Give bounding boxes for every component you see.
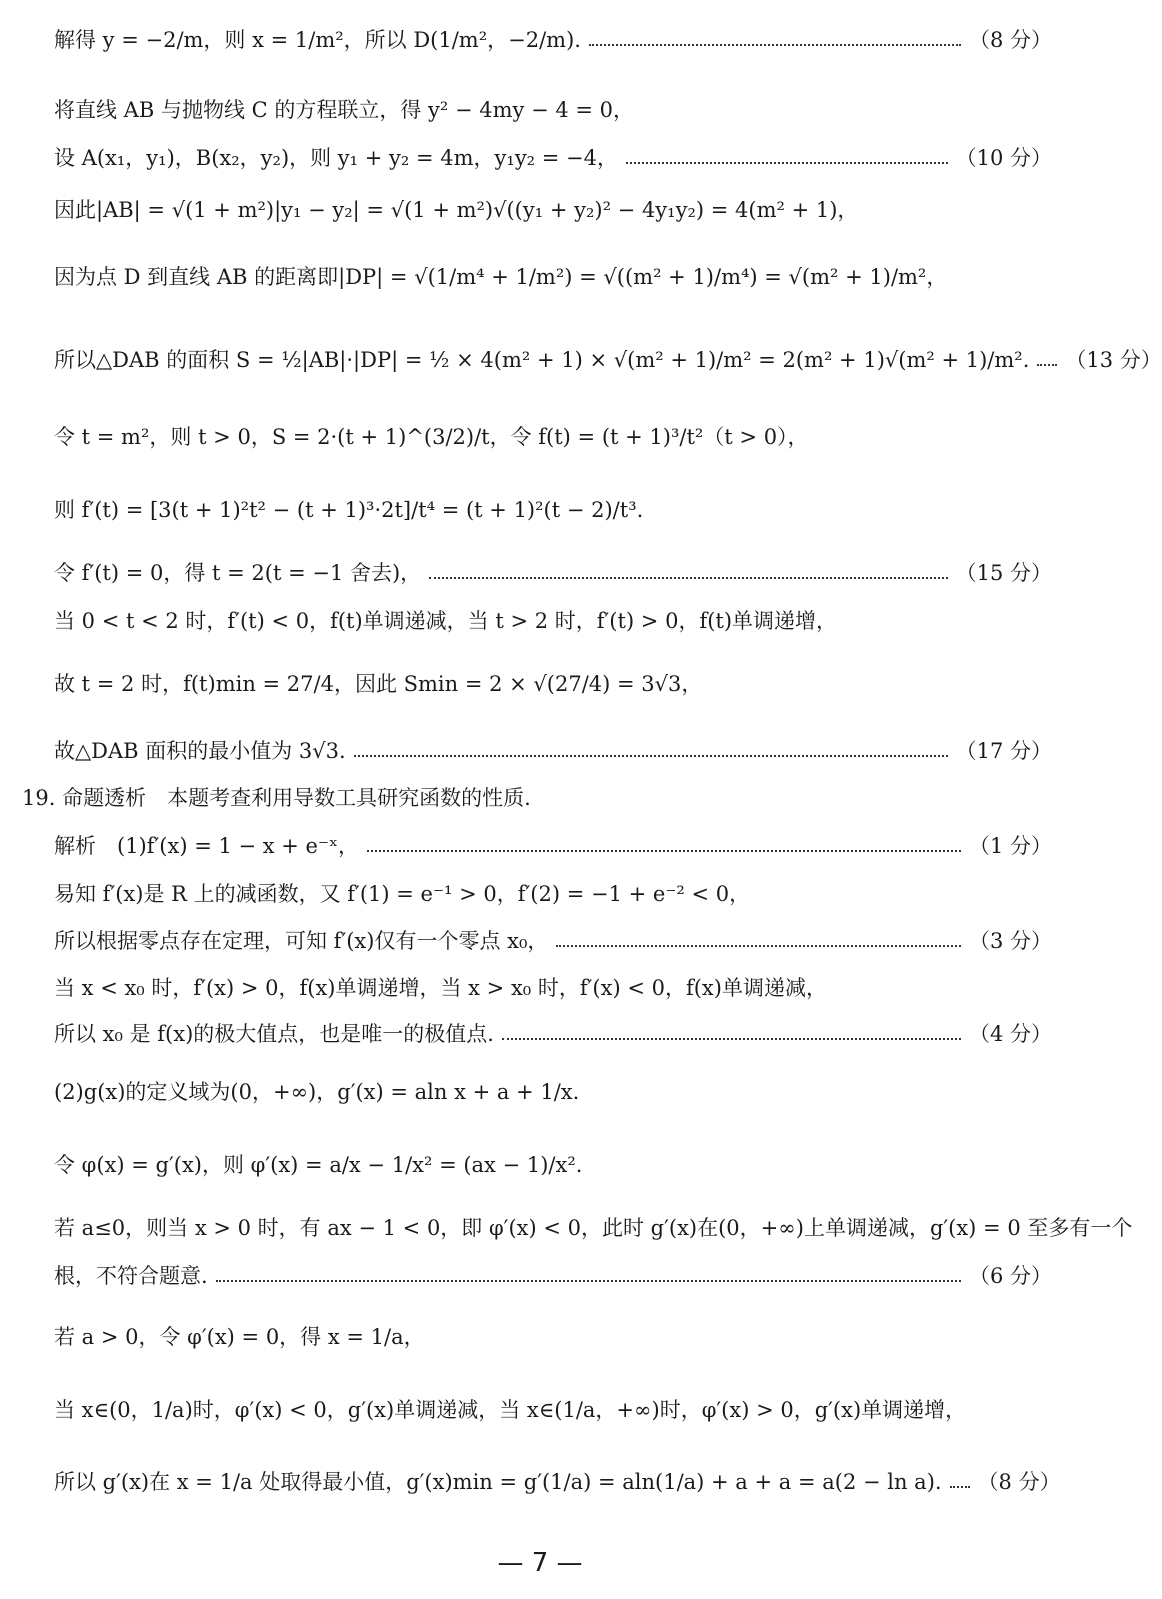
- score-label: （4 分）: [968, 1022, 1052, 1046]
- score-label: （13 分）: [1065, 348, 1162, 372]
- line-14: [54, 834, 1052, 859]
- line-text: 故△DAB 面积的最小值为 3√3.: [54, 739, 346, 763]
- line-text: 令 t = m²，则 t > 0，S = 2·(t + 1)^(3/2)/t，令 f(t) = (t + 1)³/t²（t > 0），: [54, 425, 809, 449]
- score-label: （6 分）: [968, 1264, 1052, 1288]
- line-15: [54, 882, 1052, 907]
- line-24: [54, 1398, 1052, 1423]
- line-text: 故 t = 2 时，f(t)min = 27/4，因此 Smin = 2 × √(27/4) = 3√3，: [54, 672, 703, 696]
- dot-leader: [589, 44, 961, 46]
- score-label: （8 分）: [977, 1470, 1061, 1494]
- line-text: 易知 f′(x)是 R 上的减函数，又 f′(1) = e⁻¹ > 0，f′(2) = −1 + e⁻² < 0，: [54, 882, 751, 906]
- line-text: 若 a≤0，则当 x > 0 时，有 ax − 1 < 0，即 φ′(x) < 0，此时 g′(x)在(0，+∞)上单调递减，g′(x) = 0 至多有一个: [54, 1216, 1133, 1240]
- dot-leader: [950, 1486, 970, 1488]
- dot-leader: [367, 850, 961, 852]
- page-number: — 7 —: [497, 1548, 583, 1578]
- line-22: [54, 1264, 1052, 1289]
- line-text: 所以根据零点存在定理，可知 f′(x)仅有一个零点 x₀，: [54, 929, 549, 953]
- line-text: 解得 y = −2/m，则 x = 1/m²，所以 D(1/m²，−2/m).: [54, 28, 581, 52]
- line-text: 设 A(x₁，y₁)，B(x₂，y₂)，则 y₁ + y₂ = 4m，y₁y₂ = −4，: [54, 146, 619, 170]
- dot-leader: [429, 577, 947, 579]
- line-text: 根，不符合题意.: [54, 1264, 208, 1288]
- line-text: 因为点 D 到直线 AB 的距离即|DP| = √(1/m⁴ + 1/m²) = √((m² + 1)/m⁴) = √(m² + 1)/m²，: [54, 265, 948, 289]
- line-10: [54, 609, 1052, 634]
- line-7: [54, 425, 1052, 450]
- line-text: 当 0 < t < 2 时，f′(t) < 0，f(t)单调递减，当 t > 2 时，f′(t) > 0，f(t)单调递增，: [54, 609, 838, 633]
- line-text: 所以 g′(x)在 x = 1/a 处取得最小值，g′(x)min = g′(1/a) = aln(1/a) + a + a = a(2 − ln a).: [54, 1470, 942, 1494]
- question-19-heading: [22, 786, 1052, 811]
- line-4: [54, 198, 1052, 223]
- line-2: [54, 98, 1052, 123]
- line-21: [54, 1216, 1133, 1241]
- line-11: [54, 672, 1052, 697]
- line-text: 则 f′(t) = [3(t + 1)²t² − (t + 1)³·2t]/t⁴ = (t + 1)²(t − 2)/t³.: [54, 498, 644, 522]
- score-label: （8 分）: [968, 28, 1052, 52]
- dot-leader: [216, 1280, 961, 1282]
- line-17: [54, 976, 1052, 1001]
- line-text: 令 φ(x) = g′(x)，则 φ′(x) = a/x − 1/x² = (ax − 1)/x².: [54, 1153, 583, 1177]
- dot-leader: [1037, 364, 1057, 366]
- line-18: [54, 1022, 1052, 1047]
- line-text: 将直线 AB 与抛物线 C 的方程联立，得 y² − 4my − 4 = 0，: [54, 98, 635, 122]
- line-text: 令 f′(t) = 0，得 t = 2(t = −1 舍去)，: [54, 561, 422, 585]
- line-text: 因此|AB| = √(1 + m²)|y₁ − y₂| = √(1 + m²)√((y₁ + y₂)² − 4y₁y₂) = 4(m² + 1)，: [54, 198, 859, 222]
- dot-leader: [626, 162, 948, 164]
- line-9: [54, 561, 1052, 586]
- line-20: [54, 1153, 1052, 1178]
- line-text: 当 x < x₀ 时，f′(x) > 0，f(x)单调递增，当 x > x₀ 时，f′(x) < 0，f(x)单调递减，: [54, 976, 827, 1000]
- score-label: （10 分）: [955, 146, 1052, 170]
- score-label: （1 分）: [968, 834, 1052, 858]
- score-label: （15 分）: [955, 561, 1052, 585]
- line-text: 所以 x₀ 是 f(x)的极大值点，也是唯一的极值点.: [54, 1022, 494, 1046]
- dot-leader: [502, 1038, 961, 1040]
- line-16: [54, 929, 1052, 954]
- line-3: [54, 146, 1052, 171]
- line-text: 解析 (1)f′(x) = 1 − x + e⁻ˣ，: [54, 834, 359, 858]
- line-6: [54, 348, 1162, 373]
- line-12: [54, 739, 1052, 764]
- line-23: [54, 1325, 1052, 1350]
- line-19: [54, 1080, 1052, 1105]
- line-text: 所以△DAB 的面积 S = ½|AB|·|DP| = ½ × 4(m² + 1) × √(m² + 1)/m² = 2(m² + 1)√(m² + 1)/m².: [54, 348, 1030, 372]
- line-text: 若 a > 0，令 φ′(x) = 0，得 x = 1/a，: [54, 1325, 425, 1349]
- line-text: (2)g(x)的定义域为(0，+∞)，g′(x) = aln x + a + 1/x.: [54, 1080, 580, 1104]
- line-text: 当 x∈(0，1/a)时，φ′(x) < 0，g′(x)单调递减，当 x∈(1/a，+∞)时，φ′(x) > 0，g′(x)单调递增，: [54, 1398, 967, 1422]
- line-text: 19. 命题透析 本题考查利用导数工具研究函数的性质.: [22, 786, 531, 810]
- line-8: [54, 498, 1052, 523]
- score-label: （17 分）: [955, 739, 1052, 763]
- line-5: [54, 265, 1052, 290]
- dot-leader: [354, 755, 948, 757]
- line-1: [54, 28, 1052, 53]
- line-25: [54, 1470, 1061, 1495]
- score-label: （3 分）: [968, 929, 1052, 953]
- dot-leader: [556, 945, 961, 947]
